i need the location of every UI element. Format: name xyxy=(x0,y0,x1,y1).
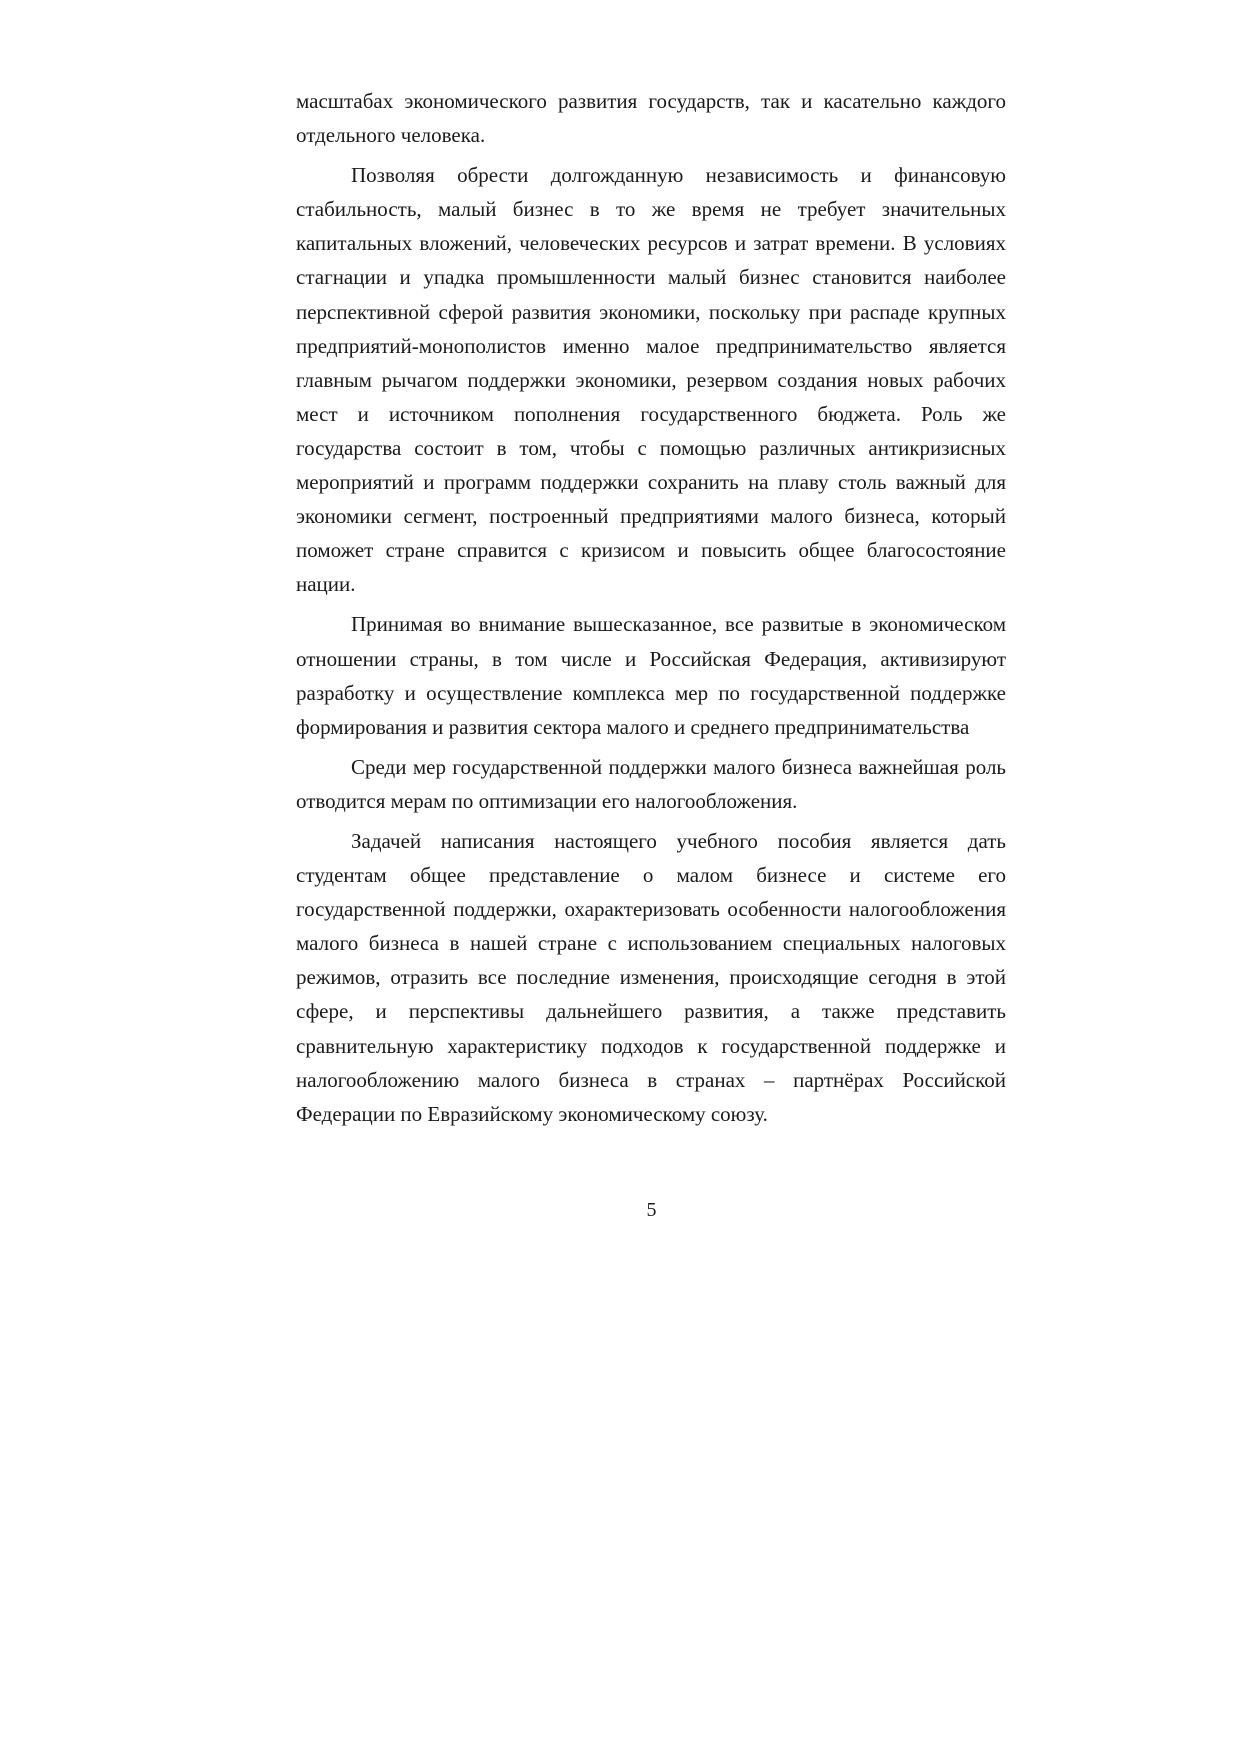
paragraph-textbook-goals: Задачей написания настоящего учебного пособия является дать студентам общее представление о малом бизнесе и системе его государственной поддержки, охарактеризовать особенности налогообложения малого бизнеса в нашей стране с использованием специальных налоговых режимов, отразить все последние изменения, происходящие сегодня в этой сфере, и перспективы дальнейшего развития, а также представить сравнительную характеристику подходов к государственной поддержке и налогообложению малого бизнеса в странах – партнёрах Российской Федерации по Евразийскому экономическому союзу. xyxy=(296,828,1006,1126)
paragraph-small-business-benefits: Позволяя обрести долгожданную независимость и финансовую стабильность, малый бизнес в то же время не требует значительных капитальных вложений, человеческих ресурсов и затрат времени. В условиях стагнации и упадка промышленности малый бизнес становится наиболее перспективной сферой развития экономики, поскольку при распаде крупных предприятий-монополистов именно малое предпринимательство является главным рычагом поддержки экономики, резервом создания новых рабочих мест и источником пополнения государственного бюджета. Роль же государства состоит в том, чтобы с помощью различных антикризисных мероприятий и программ поддержки сохранить на плаву столь важный для экономики сегмент, построенный предприятиями малого бизнеса, который поможет стране справится с кризисом и повысить общее благосостояние нации. xyxy=(296,163,1006,597)
paragraph-continuation: масштабах экономического развития государств, так и касательно каждого отдельного человека. xyxy=(296,89,1006,148)
paragraph-state-support-measures: Принимая во внимание вышесказанное, все развитые в экономическом отношении страны, в том числе и Российская Федерация, активизируют разработку и осуществление комплекса мер по государственной поддержке формирования и развития сектора малого и среднего предпринимательства xyxy=(296,612,1006,739)
page-number: 5 xyxy=(646,1199,657,1221)
body-text xyxy=(296,84,1006,1137)
paragraph-tax-optimization: Среди мер государственной поддержки малого бизнеса важнейшая роль отводится мерам по оптимизации его налогообложения. xyxy=(296,754,1006,813)
